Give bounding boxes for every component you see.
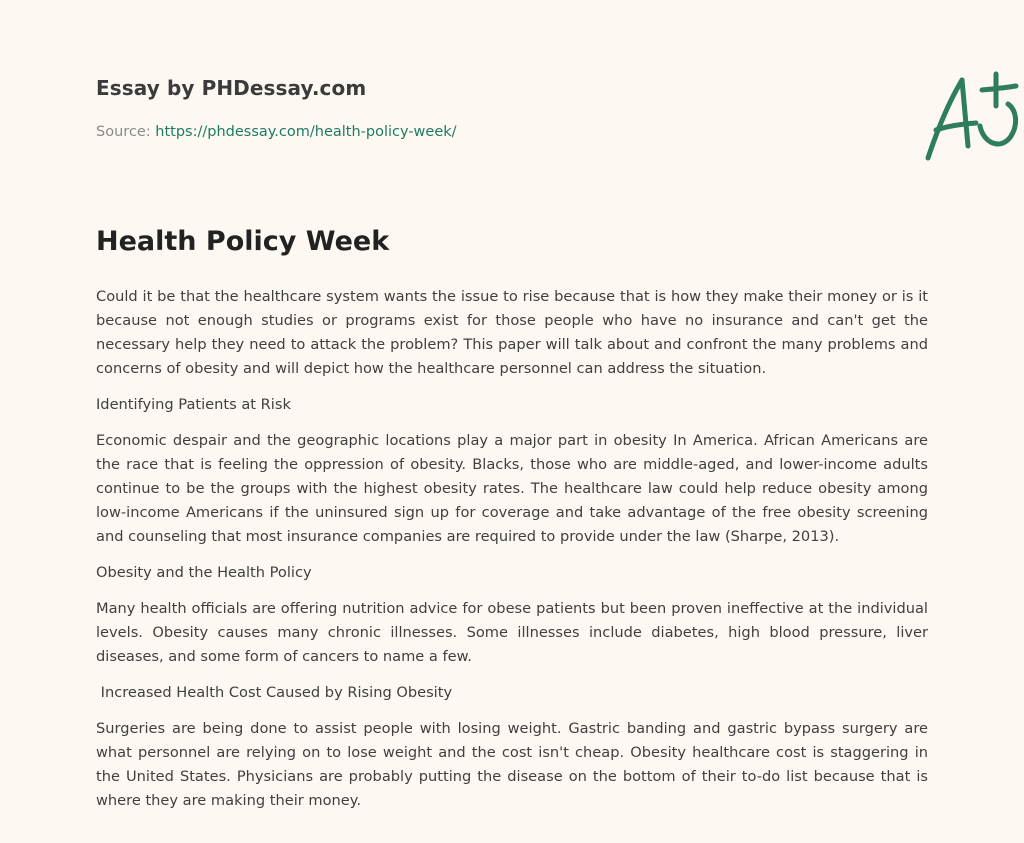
source-line <box>96 124 457 140</box>
site-title: Essay by PHDessay.com <box>96 76 367 100</box>
source-link[interactable]: https://phdessay.com/health-policy-week/ <box>155 124 457 140</box>
paragraph: Economic despair and the geographic locations play a major part in obesity In America. African Americans are the race that is feeling the oppression of obesity. Blacks, those who are middle-aged, and lower-income adults continue to be the groups with the highest obesity rates. The healthcare law could help reduce obesity among low-income Americans if the uninsured sign up for coverage and take advantage of the free obesity screening and counseling that most insurance companies are required to provide under the law (Sharpe, 2013). <box>96 432 928 545</box>
source-label: Source: <box>96 124 151 140</box>
section-heading: Increased Health Cost Caused by Rising Obesity <box>96 684 453 701</box>
essay-body <box>96 285 928 825</box>
essay-title: Health Policy Week <box>96 226 390 257</box>
paragraph: Many health officials are offering nutrition advice for obese patients but been proven ineffective at the individual levels. Obesity causes many chronic illnesses. Some illnesses include diabetes, high blood pressure, liver diseases, and some form of cancers to name a few. <box>96 600 928 665</box>
section-heading: Obesity and the Health Policy <box>96 564 312 581</box>
paragraph: Surgeries are being done to assist people with losing weight. Gastric banding and gastric bypass surgery are what personnel are relying on to lose weight and the cost isn't cheap. Obesity healthcare cost is staggering in the United States. Physicians are probably putting the disease on the bottom of their to-do list because that is where they are making their money. <box>96 720 928 809</box>
a-plus-logo-icon <box>918 68 1024 164</box>
paragraph-intro: Could it be that the healthcare system wants the issue to rise because that is how they make their money or is it because not enough studies or programs exist for those people who have no insurance and can't get the necessary help they need to attack the problem? This paper will talk about and confront the many problems and concerns of obesity and will depict how the healthcare personnel can address the situation. <box>96 288 928 377</box>
section-heading: Identifying Patients at Risk <box>96 396 291 413</box>
